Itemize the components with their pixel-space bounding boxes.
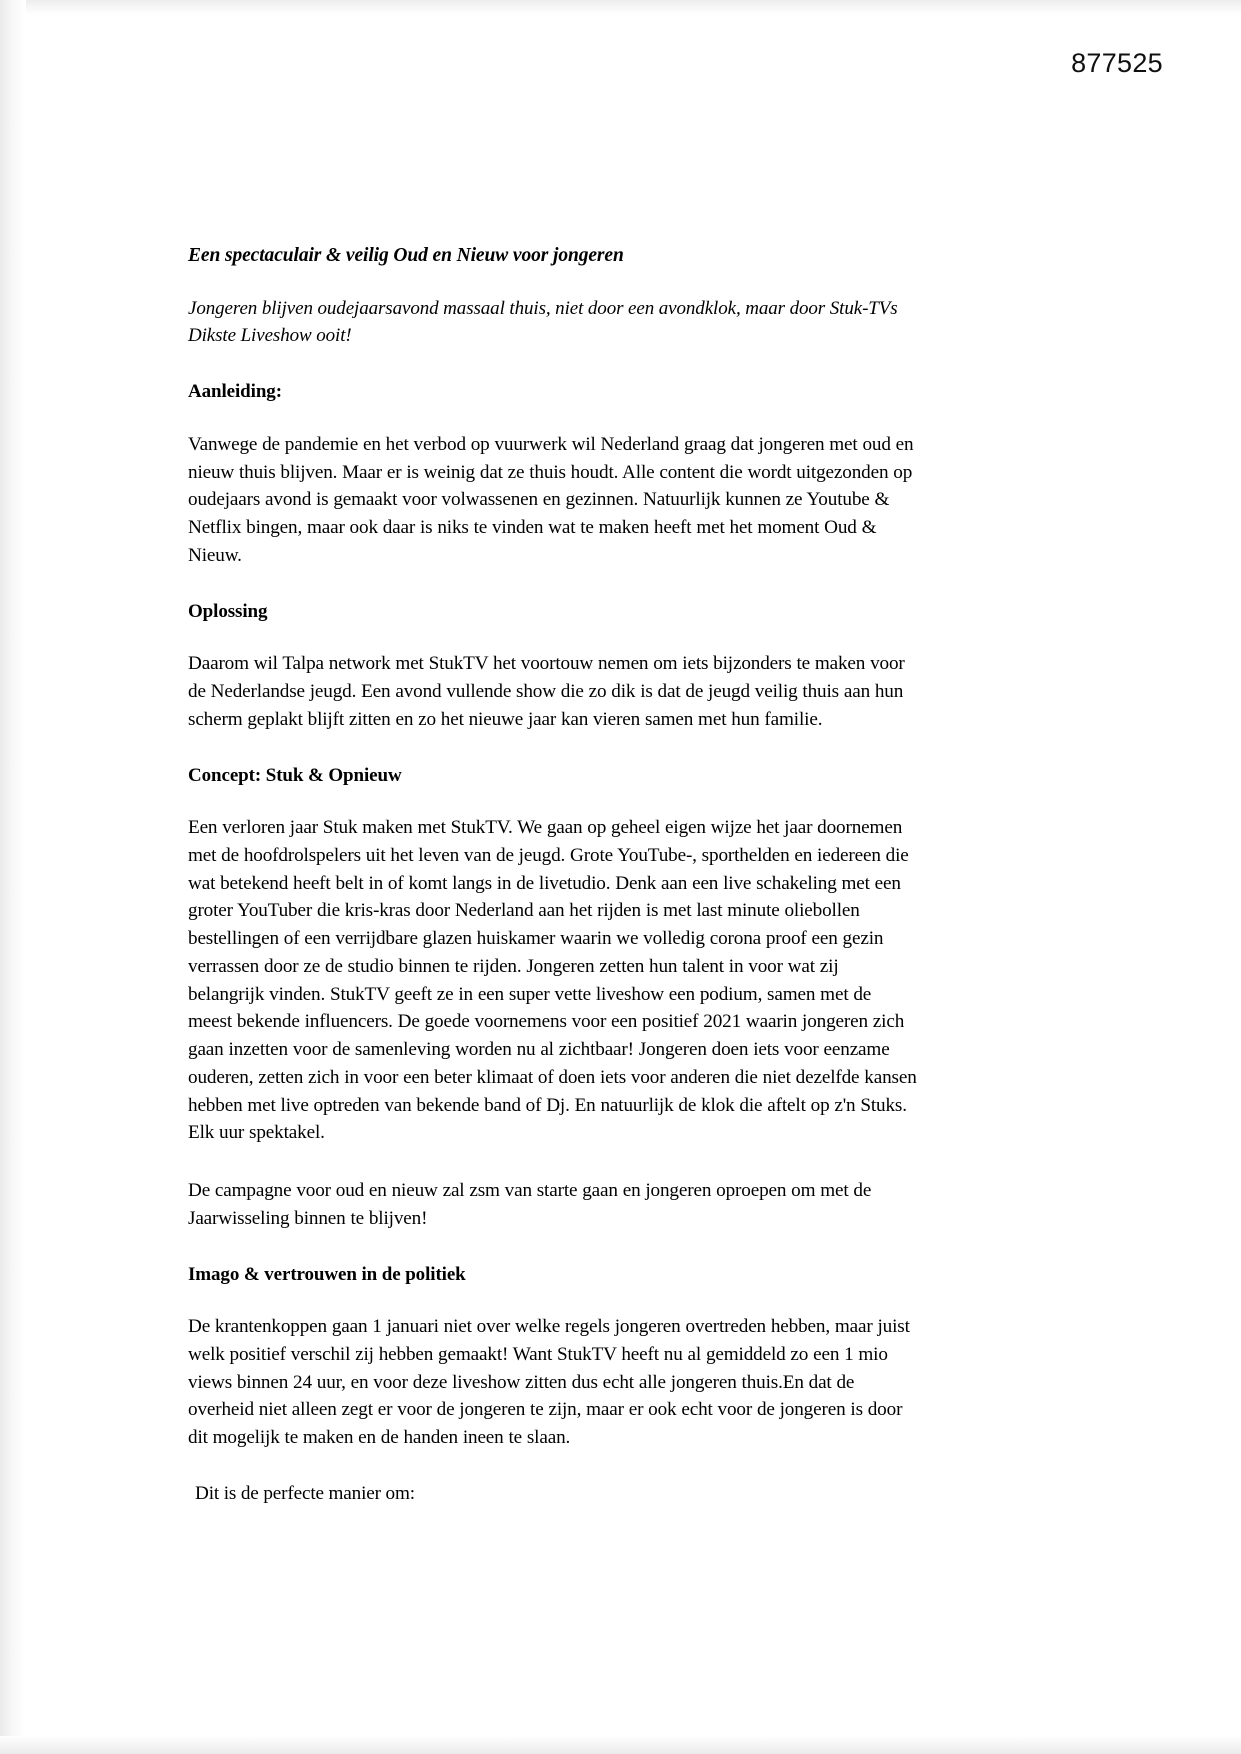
section-paragraph-imago-1: De krantenkoppen gaan 1 januari niet over welke regels jongeren overtreden hebben, maar juist welk positief verschil zij hebben gemaakt! Want StukTV heeft nu al gemiddeld zo een 1 mio views binnen 24 uur, en voor deze liveshow zitten dus echt alle jongeren thuis.En dat de overheid niet alleen zegt er voor de jongeren te zijn, maar er ook echt voor de jongeren is door dit mogelijk te maken en de handen ineen te slaan. xyxy=(188,1316,910,1449)
scan-edge-bottom xyxy=(0,1736,1241,1754)
section-heading-concept: Concept: Stuk & Opnieuw xyxy=(188,764,402,786)
page-number: 877525 xyxy=(1071,48,1163,78)
section-heading-oplossing: Oplossing xyxy=(188,600,268,622)
scan-edge-left xyxy=(0,0,26,1754)
document-body xyxy=(188,243,918,1508)
document-subtitle: Jongeren blijven oudejaarsavond massaal thuis, niet door een avondklok, maar door Stuk-TVs Dikste Liveshow ooit! xyxy=(188,298,898,347)
section-paragraph-oplossing-1: Daarom wil Talpa network met StukTV het voortouw nemen om iets bijzonders te maken voor de Nederlandse jeugd. Een avond vullende show die zo dik is dat de jeugd veilig thuis aan hun scherm geplakt blijft zitten en zo het nieuwe jaar kan vieren samen met hun familie. xyxy=(188,653,905,730)
scan-edge-top xyxy=(0,0,1241,14)
section-paragraph-aanleiding-1: Vanwege de pandemie en het verbod op vuurwerk wil Nederland graag dat jongeren met oud en nieuw thuis blijven. Maar er is weinig dat ze thuis houdt. Alle content die wordt uitgezonden op oudejaars avond is gemaakt voor volwassenen en gezinnen. Natuurlijk kunnen ze Youtube & Netflix bingen, maar ook daar is niks te vinden wat te maken heeft met het moment Oud & Nieuw. xyxy=(188,433,914,566)
section-heading-aanleiding: Aanleiding: xyxy=(188,381,282,403)
section-paragraph-concept-1: Een verloren jaar Stuk maken met StukTV. We gaan op geheel eigen wijze het jaar doornemen met de hoofdrolspelers uit het leven van de jeugd. Grote YouTube-, sporthelden en iedereen die wat betekend heeft belt in of komt langs in de livetudio. Denk aan een live schakeling met een groter YouTuber die kris-kras door Nederland aan het rijden is met last minute oliebollen bestellingen of een verrijdbare glazen huiskamer waarin we volledig corona proof een gezin verrassen door ze de studio binnen te rijden. Jongeren zetten hun talent in voor wat zij belangrijk vinden. StukTV geeft ze in een super vette liveshow een podium, samen met de meest bekende influencers. De goede voornemens voor een positief 2021 waarin jongeren zich gaan inzetten voor de samenleving worden nu al zichtbaar! Jongeren doen iets voor eenzame ouderen, zetten zich in voor een beter klimaat of doen iets voor anderen die niet dezelfde kansen hebben met live optreden van bekende band of Dj. En natuurlijk de klok die aftelt op z'n Stuks. Elk uur spektakel. xyxy=(188,817,917,1144)
section-heading-imago: Imago & vertrouwen in de politiek xyxy=(188,1263,466,1285)
section-paragraph-concept-2: De campagne voor oud en nieuw zal zsm van starte gaan en jongeren oproepen om met de Jaarwisseling binnen te blijven! xyxy=(188,1180,872,1229)
closing-line: Dit is de perfecte manier om: xyxy=(195,1482,415,1504)
document-title: Een spectaculair & veilig Oud en Nieuw voor jongeren xyxy=(188,245,624,266)
